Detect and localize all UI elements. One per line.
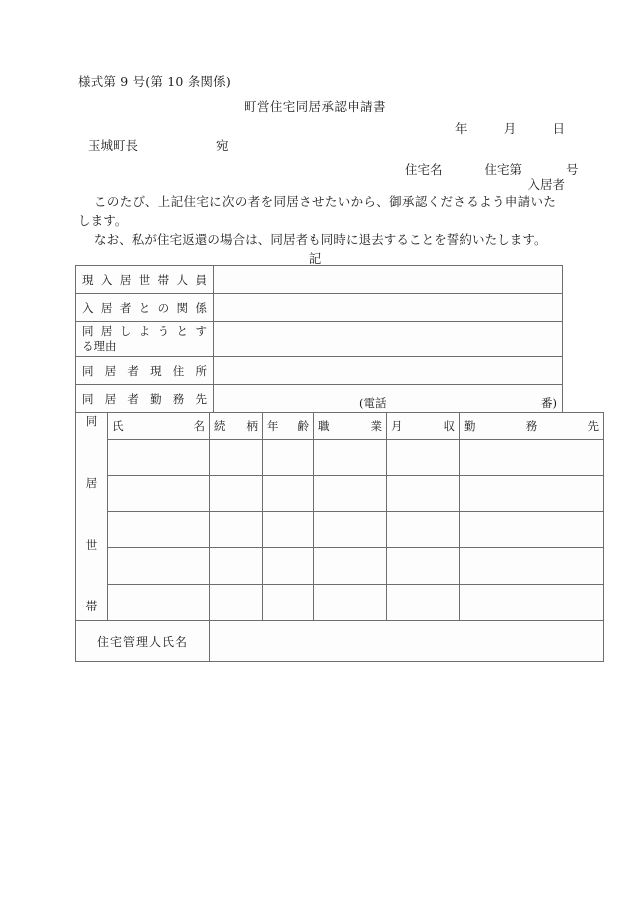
addressee-line <box>88 136 229 154</box>
table-row <box>76 439 604 475</box>
cell-relation[interactable] <box>210 584 263 620</box>
vertical-label-char: 同 <box>85 414 98 428</box>
label-char: 務 <box>172 391 185 406</box>
label-char: 住 <box>172 363 185 378</box>
cell-workplace[interactable] <box>460 439 604 475</box>
document-title: 町営住宅同居承認申請書 <box>244 99 386 114</box>
field-housing-manager-name[interactable] <box>210 621 604 662</box>
date-month: 月 <box>503 121 517 136</box>
field-reason-for-cohabitation[interactable] <box>214 322 563 357</box>
table-row <box>76 512 604 548</box>
body-paragraph-2: なお、私が住宅返還の場合は、同居者も同時に退去することを誓約いたします。 <box>94 232 547 247</box>
cell-income[interactable] <box>387 475 460 511</box>
cell-age[interactable] <box>263 584 314 620</box>
field-current-household-members[interactable] <box>214 266 563 294</box>
field-cohabitant-address[interactable] <box>214 357 563 385</box>
cell-job[interactable] <box>314 548 387 584</box>
label-char: 所 <box>195 363 207 378</box>
cell-age[interactable] <box>263 439 314 475</box>
date-year: 年 <box>455 121 468 136</box>
cell-job[interactable] <box>314 584 387 620</box>
cell-workplace[interactable] <box>460 475 604 511</box>
cell-income[interactable] <box>387 512 460 548</box>
house-number-label: 住宅第 <box>484 162 523 177</box>
column-header-monthly-income <box>387 413 460 440</box>
column-header-name <box>108 413 210 440</box>
cell-job[interactable] <box>314 439 387 475</box>
addressee-suffix: 宛 <box>216 138 229 153</box>
vertical-label-cohabiting-household <box>76 413 108 621</box>
table-row <box>76 385 563 413</box>
header-char: 名 <box>193 418 205 433</box>
cell-income[interactable] <box>387 439 460 475</box>
table-header-row <box>76 413 604 440</box>
label-char: と <box>176 324 189 338</box>
label-char: 人 <box>176 272 189 287</box>
date-day: 日 <box>552 121 565 136</box>
table-row <box>76 584 604 620</box>
label-char: す <box>195 324 207 338</box>
column-header-relation <box>210 413 263 440</box>
label-current-household-members <box>76 266 214 294</box>
table-row <box>76 475 604 511</box>
label-housing-manager-name: 住宅管理人氏名 <box>76 621 210 662</box>
cell-income[interactable] <box>387 584 460 620</box>
header-char: 収 <box>443 418 455 433</box>
label-cohabitant-workplace <box>76 385 214 413</box>
cell-relation[interactable] <box>210 439 263 475</box>
label-char: よ <box>138 324 151 338</box>
cell-income[interactable] <box>387 548 460 584</box>
cell-relation[interactable] <box>210 475 263 511</box>
label-char: し <box>119 324 132 338</box>
field-relation-to-resident[interactable] <box>214 294 563 322</box>
house-number-unit: 号 <box>566 162 579 177</box>
vertical-label-char: 居 <box>85 475 98 490</box>
header-char: 月 <box>391 418 403 433</box>
header-char: 続 <box>214 418 226 433</box>
header-char: 務 <box>525 418 538 433</box>
label-char: 関 <box>176 300 189 315</box>
header-char: 業 <box>370 418 382 433</box>
cell-name[interactable] <box>108 584 210 620</box>
table-row <box>76 322 563 357</box>
label-char: 同 <box>82 391 94 406</box>
label-char: 帯 <box>157 272 170 287</box>
label-char: 先 <box>195 391 207 406</box>
cell-name[interactable] <box>108 548 210 584</box>
cohabitant-detail-table <box>75 412 604 662</box>
header-char: 年 <box>267 418 279 433</box>
telephone-open-label: (電話 <box>359 396 387 410</box>
label-char: 者 <box>127 363 139 378</box>
column-header-age <box>263 413 314 440</box>
addressee-name: 玉城町長 <box>88 138 139 153</box>
header-char: 勤 <box>464 418 476 433</box>
cell-age[interactable] <box>263 512 314 548</box>
table-row <box>76 294 563 322</box>
label-char: 居 <box>100 300 113 315</box>
column-header-occupation <box>314 413 387 440</box>
table-row <box>76 266 563 294</box>
label-line-2: る理由 <box>82 339 117 353</box>
cell-workplace[interactable] <box>460 584 604 620</box>
table-row-manager <box>76 621 604 662</box>
label-reason-for-cohabitation <box>76 322 214 357</box>
header-char: 氏 <box>112 418 124 433</box>
cell-name[interactable] <box>108 475 210 511</box>
label-char: 者 <box>127 391 139 406</box>
label-relation-to-resident <box>76 294 214 322</box>
label-char: う <box>157 324 170 338</box>
column-header-workplace <box>460 413 604 440</box>
info-table <box>75 265 563 413</box>
label-char: 居 <box>104 363 117 378</box>
header-char: 職 <box>318 418 330 433</box>
label-char: 勤 <box>150 391 162 406</box>
cell-job[interactable] <box>314 512 387 548</box>
cell-age[interactable] <box>263 475 314 511</box>
cell-age[interactable] <box>263 548 314 584</box>
label-char: と <box>138 300 151 315</box>
label-char: 同 <box>82 363 94 378</box>
label-cohabitant-address <box>76 357 214 385</box>
vertical-label-char: 世 <box>85 537 98 552</box>
header-char: 柄 <box>246 418 258 433</box>
field-cohabitant-workplace[interactable] <box>214 385 563 413</box>
label-char: 世 <box>138 272 151 287</box>
label-char: 同 <box>82 324 94 338</box>
vertical-label-char: 帯 <box>85 599 98 614</box>
table-row <box>76 357 563 385</box>
label-char: 居 <box>104 391 117 406</box>
label-char: 現 <box>150 363 162 378</box>
cell-name[interactable] <box>108 512 210 548</box>
house-name-label: 住宅名 <box>405 162 443 177</box>
table-row <box>76 548 604 584</box>
telephone-hint <box>359 395 557 411</box>
cell-name[interactable] <box>108 439 210 475</box>
cell-job[interactable] <box>314 475 387 511</box>
label-char: 入 <box>100 272 113 287</box>
label-char: 居 <box>119 272 132 287</box>
form-number: 様式第 9 号(第 10 条関係) <box>78 74 231 89</box>
cell-workplace[interactable] <box>460 512 604 548</box>
ki-mark: 記 <box>308 251 322 266</box>
cell-workplace[interactable] <box>460 548 604 584</box>
header-char: 齢 <box>297 418 309 433</box>
label-char: 居 <box>100 324 113 338</box>
label-char: 現 <box>82 272 94 287</box>
cell-relation[interactable] <box>210 512 263 548</box>
date-line <box>455 119 565 137</box>
header-char: 先 <box>587 418 599 433</box>
label-char: 係 <box>195 300 207 315</box>
cell-relation[interactable] <box>210 548 263 584</box>
label-char: 員 <box>195 272 207 287</box>
body-paragraph-1: このたび、上記住宅に次の者を同居させたいから、御承認くださるよう申請いたします。 <box>78 194 556 228</box>
label-char: 者 <box>119 300 132 315</box>
label-char: 入 <box>82 300 94 315</box>
telephone-close-label: 番) <box>541 396 557 410</box>
label-char: の <box>157 300 170 315</box>
resident-label: 入居者 <box>527 177 565 192</box>
